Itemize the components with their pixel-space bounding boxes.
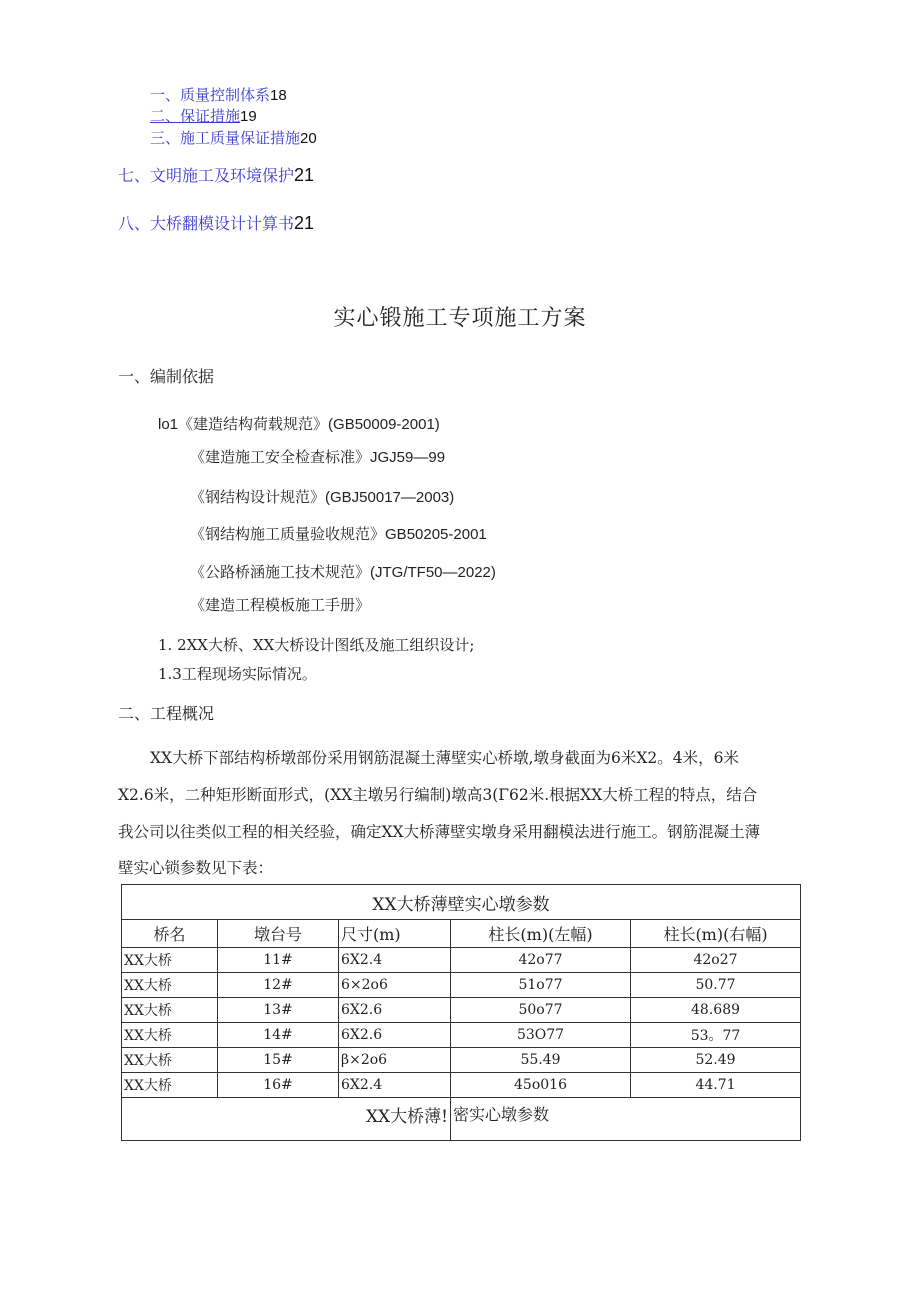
column-header: 柱长(m)(右幅): [631, 920, 801, 948]
table-caption: XX大桥薄壁实心墩参数: [122, 885, 801, 920]
section-heading-overview: 二、工程概况: [118, 704, 215, 723]
toc-item-2[interactable]: [150, 105, 257, 126]
reference-title: 《建造施工安全检查标准》: [190, 448, 371, 466]
table-cell: 6×2o6: [339, 973, 451, 998]
pier-parameters-table: [121, 884, 801, 1141]
table-row: [122, 948, 801, 973]
overview-line-1: XX大桥下部结构桥墩部份采用钢筋混凝土薄壁实心桥墩,墩身截面为6米X2。4米，6米: [150, 749, 739, 767]
table-footer-left: XX大桥薄!: [122, 1098, 451, 1141]
table-footer-right: 密实心墩参数: [451, 1098, 801, 1141]
table-cell: XX大桥: [122, 998, 218, 1023]
basis-item-1-2: 1. 2XX大桥、XX大桥设计图纸及施工组织设计;: [158, 636, 475, 654]
table-cell: 15#: [218, 1048, 339, 1073]
table-cell: 53。77: [631, 1023, 801, 1048]
reference-title: 《钢结构设计规范》: [190, 488, 326, 506]
reference-item: [190, 486, 454, 507]
reference-item: [190, 594, 370, 615]
table-cell: XX大桥: [122, 1023, 218, 1048]
table-cell: 44.71: [631, 1073, 801, 1098]
table-cell: 14#: [218, 1023, 339, 1048]
column-header: 尺寸(m): [339, 920, 451, 948]
table-header-row: [122, 920, 801, 948]
table-cell: β×2o6: [339, 1048, 451, 1073]
reference-item: [190, 561, 496, 582]
section-heading-basis: 一、编制依据: [118, 367, 215, 386]
basis-item-1-3: 1.3工程现场实际情况。: [158, 665, 317, 683]
toc-item-1[interactable]: [150, 84, 287, 105]
table-row: [122, 1073, 801, 1098]
reference-prefix: lo1: [158, 416, 179, 433]
toc-item-page: 19: [240, 108, 257, 125]
reference-code: (GB50009-2001): [328, 416, 440, 433]
table-row: [122, 973, 801, 998]
table-cell: 53O77: [451, 1023, 631, 1048]
toc-item-label: 七、文明施工及环境保护: [118, 166, 295, 185]
table-row: [122, 998, 801, 1023]
toc-item-5[interactable]: [118, 211, 314, 234]
table-cell: 42o27: [631, 948, 801, 973]
table-cell: 50.77: [631, 973, 801, 998]
overview-line-2: X2.6米，二种矩形断面形式，(XX主墩另行编制)墩高3(Γ62米.根据XX大桥工程的特点，结合: [118, 786, 758, 804]
table-cell: 45o016: [451, 1073, 631, 1098]
toc-item-page: 20: [300, 130, 317, 147]
toc-item-label: 八、大桥翻模设计计算书: [118, 214, 295, 233]
table-cell: 11#: [218, 948, 339, 973]
reference-code: JGJ59—99: [370, 449, 446, 466]
reference-item: [190, 523, 487, 544]
reference-code: GB50205-2001: [385, 526, 487, 543]
toc-item-page: 21: [294, 213, 315, 233]
reference-code: (GBJ50017—2003): [325, 489, 455, 506]
table-row: [122, 1048, 801, 1073]
table-cell: 6X2.6: [339, 998, 451, 1023]
table-cell: XX大桥: [122, 1073, 218, 1098]
reference-title: 《建造结构荷载规范》: [178, 415, 329, 433]
toc-item-label: 三、施工质量保证措施: [150, 129, 301, 147]
table-cell: XX大桥: [122, 948, 218, 973]
toc-item-label: 一、质量控制体系: [150, 86, 271, 104]
overview-line-3: 我公司以往类似工程的相关经验，确定XX大桥薄壁实墩身采用翻模法进行施工。钢筋混凝土薄: [118, 823, 761, 841]
column-header: 墩台号: [218, 920, 339, 948]
table-cell: 6X2.4: [339, 1073, 451, 1098]
table-cell: 48.689: [631, 998, 801, 1023]
reference-code: (JTG/TF50—2022): [370, 564, 496, 581]
reference-item: [158, 413, 440, 434]
table-cell: 50o77: [451, 998, 631, 1023]
table-cell: XX大桥: [122, 1048, 218, 1073]
table-cell: 52.49: [631, 1048, 801, 1073]
reference-title: 《钢结构施工质量验收规范》: [190, 525, 386, 543]
toc-item-page: 18: [270, 87, 287, 104]
table-cell: 16#: [218, 1073, 339, 1098]
table-cell: 13#: [218, 998, 339, 1023]
table-cell: 12#: [218, 973, 339, 998]
reference-title: 《建造工程模板施工手册》: [190, 596, 371, 614]
toc-item-4[interactable]: [118, 163, 314, 186]
overview-line-4: 壁实心锁参数见下表：: [118, 859, 274, 877]
toc-item-page: 21: [294, 165, 315, 185]
table-cell: 6X2.6: [339, 1023, 451, 1048]
table-cell: 6X2.4: [339, 948, 451, 973]
table-row: [122, 1023, 801, 1048]
table-cell: 55.49: [451, 1048, 631, 1073]
toc-item-label: 二、保证措施: [150, 107, 241, 125]
table-footer-row: [122, 1098, 801, 1141]
column-header: 桥名: [122, 920, 218, 948]
table-cell: 51o77: [451, 973, 631, 998]
column-header: 柱长(m)(左幅): [451, 920, 631, 948]
table-cell: XX大桥: [122, 973, 218, 998]
toc-item-3[interactable]: [150, 127, 317, 148]
page-title: 实心锻施工专项施工方案: [333, 306, 587, 331]
reference-title: 《公路桥涵施工技术规范》: [190, 563, 371, 581]
table-cell: 42o77: [451, 948, 631, 973]
reference-item: [190, 446, 445, 467]
